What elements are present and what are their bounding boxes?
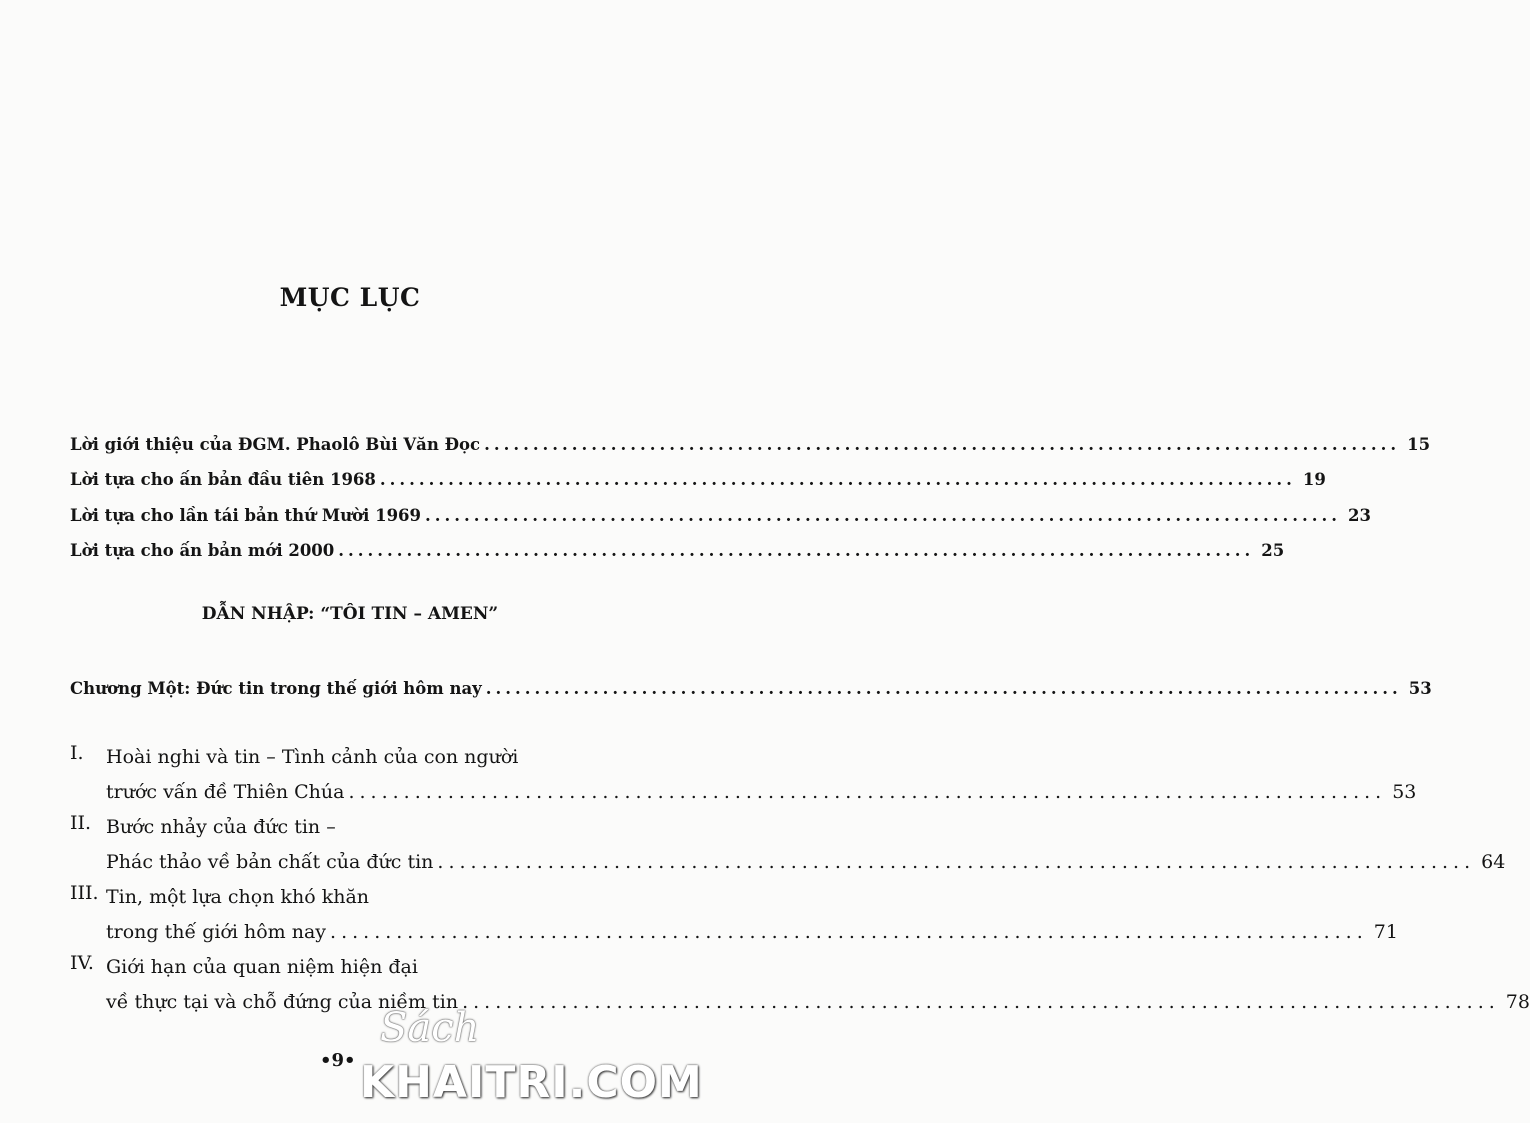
subsection-line1: Hoài nghi và tin – Tình cảnh của con người (106, 746, 519, 768)
subsection-line (106, 915, 1398, 943)
subsection-line (106, 810, 336, 838)
chapter-entry-page: 53 (1408, 679, 1432, 698)
subsection-line2: trước vấn đề Thiên Chúa (106, 781, 345, 803)
watermark-brand: KHAITRI.COM (360, 1057, 703, 1108)
page-title: MỤC LỤC (279, 283, 421, 312)
leader-dots: .............................................................................................. (485, 679, 1402, 698)
subsection-page: 71 (1373, 921, 1398, 943)
toc-entry-text: Lời tựa cho ấn bản đầu tiên 1968 (70, 470, 376, 489)
subsection-line (106, 845, 1506, 873)
leader-dots: .............................................................................................. (462, 991, 1500, 1013)
leader-dots: .............................................................................................. (437, 851, 1476, 873)
subsection-line2: về thực tại và chỗ đứng của niềm tin (106, 991, 459, 1013)
subsection-page: 78 (1505, 991, 1530, 1013)
subsection-line (106, 950, 418, 978)
section-heading: DẪN NHẬP: “TÔI TIN – AMEN” (201, 604, 499, 624)
leader-dots: .............................................................................................. (330, 921, 1368, 943)
subsection-number: III. (70, 882, 99, 904)
subsection-number: IV. (70, 952, 94, 974)
subsection-line (106, 880, 369, 908)
subsection-number: I. (70, 742, 84, 764)
watermark-script: Sách (380, 1005, 480, 1051)
leader-dots: .............................................................................................. (484, 435, 1401, 454)
chapter-entry (70, 672, 1432, 698)
toc-entry (70, 534, 1285, 560)
toc-entry (70, 428, 1431, 454)
leader-dots: .............................................................................................. (425, 506, 1342, 525)
subsection-line1: Tin, một lựa chọn khó khăn (106, 886, 370, 908)
subsection-number: II. (70, 812, 92, 834)
toc-entry (70, 463, 1326, 489)
leader-dots: .............................................................................................. (338, 541, 1255, 560)
subsection-line (106, 775, 1417, 803)
toc-entry-text: Lời tựa cho ấn bản mới 2000 (70, 541, 335, 560)
toc-entry (70, 499, 1372, 525)
watermark-logo (360, 1005, 703, 1115)
leader-dots: .............................................................................................. (348, 781, 1387, 803)
subsection-line2: Phác thảo về bản chất của đức tin (106, 851, 434, 873)
subsection-page: 53 (1392, 781, 1417, 803)
subsection-line (106, 740, 518, 768)
subsection-page: 64 (1481, 851, 1506, 873)
subsection-line1: Bước nhảy của đức tin – (106, 816, 336, 838)
subsection-line2: trong thế giới hôm nay (106, 921, 327, 943)
toc-entry-page: 23 (1348, 506, 1372, 525)
page-number: •9• (320, 1050, 356, 1071)
toc-entry-page: 25 (1261, 541, 1285, 560)
subsection-line1: Giới hạn của quan niệm hiện đại (106, 956, 418, 978)
leader-dots: .............................................................................................. (379, 470, 1296, 489)
chapter-entry-text: Chương Một: Đức tin trong thế giới hôm nay (70, 679, 482, 698)
toc-entry-text: Lời tựa cho lần tái bản thứ Mười 1969 (70, 506, 422, 525)
toc-entry-page: 15 (1407, 435, 1431, 454)
toc-entry-page: 19 (1302, 470, 1326, 489)
toc-entry-text: Lời giới thiệu của ĐGM. Phaolô Bùi Văn Đọc (70, 435, 481, 454)
